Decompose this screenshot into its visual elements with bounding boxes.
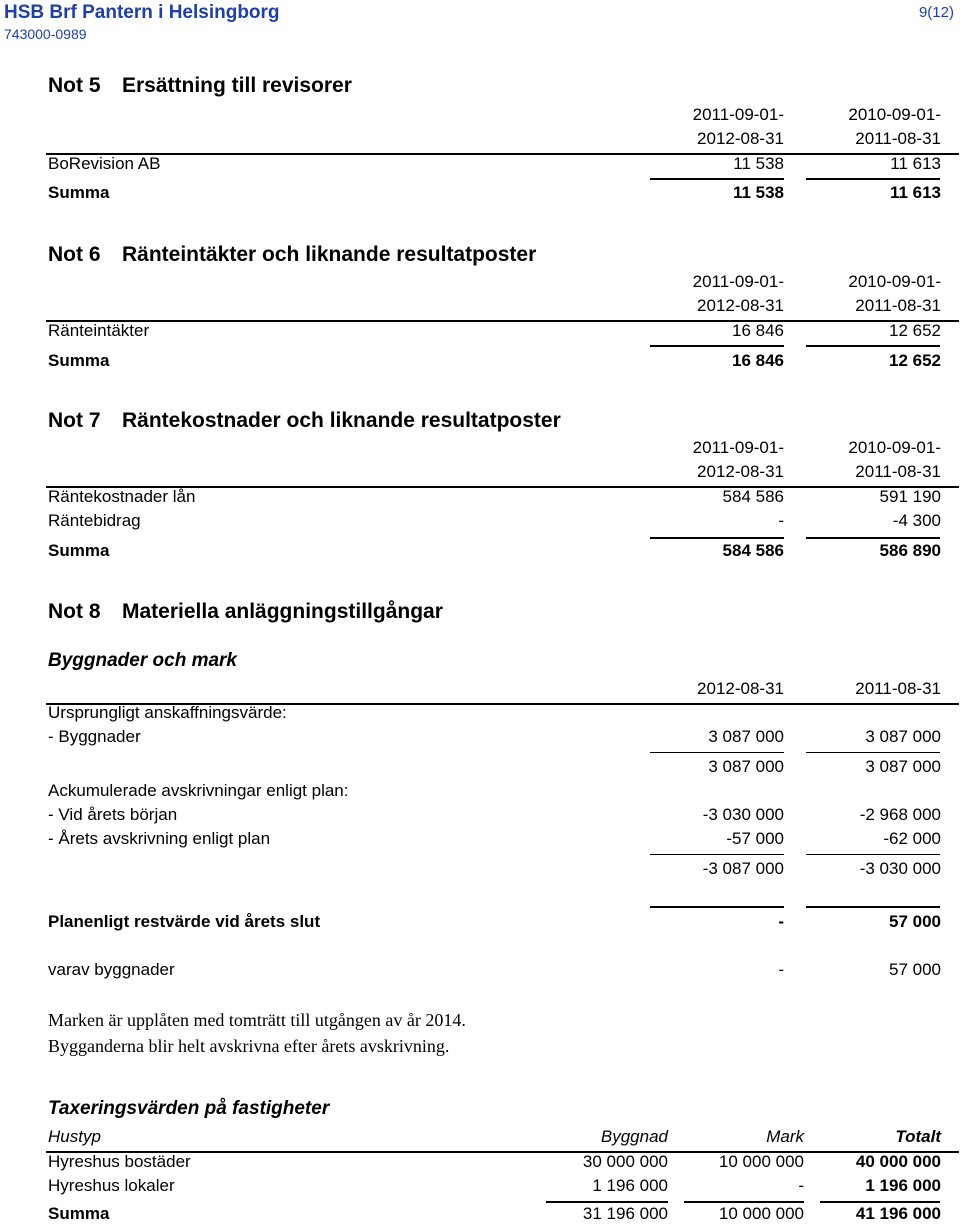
acquisition-row-label: - Byggnader [48, 727, 141, 746]
of-which-buildings-label: varav byggnader [48, 960, 175, 979]
remark-land-lease: Marken är upplåten med tomträtt till utgången av år 2014. [48, 1010, 466, 1030]
tax-sum-land: 10 000 000 [718, 1204, 804, 1223]
tax-row-land: - [798, 1176, 804, 1195]
acquisition-total-value-1: 3 087 000 [708, 757, 784, 776]
depreciation-row-label: - Vid årets början [48, 805, 178, 824]
depreciation-row-label: - Årets avskrivning enligt plan [48, 829, 271, 848]
depreciation-row-value-1: -57 000 [726, 829, 784, 848]
tax-header-land: Mark [766, 1127, 804, 1146]
note-7-sum-label: Summa [48, 541, 110, 560]
tax-row-type: Hyreshus lokaler [48, 1176, 175, 1195]
note-5-sum-rule-2 [806, 178, 940, 180]
note-7-row-value-2: -4 300 [892, 511, 941, 530]
note-5-title: Ersättning till revisorer [122, 74, 352, 97]
note-5-number: Not 5 [48, 74, 101, 97]
note-6-sum-rule-1 [650, 345, 784, 347]
tax-row-type: Hyreshus bostäder [48, 1152, 191, 1171]
document-title: HSB Brf Pantern i Helsingborg [4, 2, 280, 23]
note-6-sum-value-1: 16 846 [732, 351, 784, 370]
acquisition-total-value-2: 3 087 000 [865, 757, 941, 776]
note-6-col1-line2: 2012-08-31 [697, 296, 784, 315]
tax-sum-building: 31 196 000 [582, 1204, 668, 1223]
note-5-sum-value-2: 11 613 [889, 183, 941, 202]
note-7-title: Räntekostnader och liknande resultatposter [122, 409, 561, 432]
tax-sum-rule-2 [684, 1201, 804, 1203]
note-8-col2-header: 2011-08-31 [855, 679, 941, 698]
tax-row-total: 1 196 000 [865, 1176, 941, 1195]
note-6-col2-line1: 2010-09-01- [848, 272, 941, 291]
note-6-header-rule [46, 320, 959, 322]
note-7-sum-value-2: 586 890 [879, 541, 941, 560]
note-5-col2-line1: 2010-09-01- [848, 105, 941, 124]
page-number: 9(12) [918, 4, 954, 21]
note-5-row-value-1: 11 538 [733, 154, 784, 173]
residual-value-2: 57 000 [889, 912, 941, 931]
tax-values-title: Taxeringsvärden på fastigheter [48, 1098, 330, 1119]
note-5-sum-label: Summa [48, 183, 110, 202]
organisation-number: 743000-0989 [4, 26, 87, 42]
note-8-col1-header: 2012-08-31 [697, 679, 784, 698]
note-5-heading [48, 74, 352, 98]
note-8-title: Materiella anläggningstillgångar [122, 600, 443, 623]
note-6-sum-rule-2 [806, 345, 940, 347]
note-5-col2-line2: 2011-08-31 [855, 129, 941, 148]
note-7-row-label: Räntekostnader lån [48, 487, 196, 506]
note-6-heading [48, 243, 536, 267]
note-5-col1-line2: 2012-08-31 [697, 129, 784, 148]
remark-depreciation: Bygganderna blir helt avskrivna efter årets avskrivning. [48, 1036, 450, 1056]
of-which-buildings-value-1: - [778, 960, 784, 979]
note-6-row-value-2: 12 652 [889, 321, 941, 340]
acquisition-row-value-2: 3 087 000 [865, 727, 941, 746]
note-7-col1-line2: 2012-08-31 [697, 462, 784, 481]
note-6-row-value-1: 16 846 [732, 321, 784, 340]
note-7-row-value-1: - [778, 511, 784, 530]
note-5-col1-line1: 2011-09-01- [692, 105, 784, 124]
residual-rule-1 [650, 906, 784, 908]
note-7-row-value-1: 584 586 [722, 487, 784, 506]
note-7-row-label: Räntebidrag [48, 511, 141, 530]
note-6-col1-line1: 2011-09-01- [692, 272, 784, 291]
note-5-row-value-2: 11 613 [890, 154, 941, 173]
tax-sum-total: 41 196 000 [855, 1204, 941, 1223]
depreciation-row-value-2: -2 968 000 [859, 805, 941, 824]
note-6-sum-label: Summa [48, 351, 110, 370]
depreciation-total-value-2: -3 030 000 [859, 859, 941, 878]
note-6-title: Ränteintäkter och liknande resultatposter [122, 243, 537, 266]
note-7-sum-rule-1 [650, 537, 784, 539]
note-8-subtitle: Byggnader och mark [48, 650, 237, 671]
tax-sum-rule-1 [546, 1201, 668, 1203]
note-8-heading [48, 600, 443, 624]
residual-value-1: - [778, 912, 784, 931]
tax-sum-label: Summa [48, 1204, 110, 1223]
note-7-sum-value-1: 584 586 [722, 541, 784, 560]
tax-sum-rule-3 [820, 1201, 940, 1203]
note-7-col2-line1: 2010-09-01- [848, 438, 941, 457]
tax-header-building: Byggnad [600, 1127, 668, 1146]
note-7-number: Not 7 [48, 409, 101, 432]
note-6-row-label: Ränteintäkter [48, 321, 150, 340]
tax-row-building: 1 196 000 [592, 1176, 668, 1195]
note-5-header-rule [46, 153, 959, 155]
note-6-col2-line2: 2011-08-31 [855, 296, 941, 315]
depreciation-row-value-2: -62 000 [883, 829, 941, 848]
tax-row-land: 10 000 000 [718, 1152, 804, 1171]
note-7-heading [48, 409, 561, 433]
note-7-sum-rule-2 [806, 537, 940, 539]
acquisition-heading: Ursprungligt anskaffningsvärde: [48, 703, 287, 722]
note-5-sum-rule-1 [650, 178, 784, 180]
depreciation-total-value-1: -3 087 000 [702, 859, 784, 878]
depreciation-total-rule-1 [650, 854, 784, 855]
tax-header-total: Totalt [895, 1127, 941, 1146]
acquisition-total-rule-2 [806, 752, 940, 753]
tax-row-total: 40 000 000 [855, 1152, 941, 1171]
note-8-number: Not 8 [48, 600, 101, 623]
note-7-col2-line2: 2011-08-31 [855, 462, 941, 481]
tax-header-type: Hustyp [48, 1127, 101, 1146]
acquisition-total-rule-1 [650, 752, 784, 753]
depreciation-total-rule-2 [806, 854, 940, 855]
note-7-row-value-2: 591 190 [879, 487, 941, 506]
of-which-buildings-value-2: 57 000 [889, 960, 941, 979]
residual-value-label: Planenligt restvärde vid årets slut [48, 912, 321, 931]
note-5-sum-value-1: 11 538 [732, 183, 784, 202]
depreciation-row-value-1: -3 030 000 [702, 805, 784, 824]
note-7-col1-line1: 2011-09-01- [692, 438, 784, 457]
acquisition-row-value-1: 3 087 000 [708, 727, 784, 746]
note-5-row-label: BoRevision AB [48, 154, 161, 173]
residual-rule-2 [806, 906, 940, 908]
note-6-number: Not 6 [48, 243, 101, 266]
tax-row-building: 30 000 000 [582, 1152, 668, 1171]
note-6-sum-value-2: 12 652 [889, 351, 941, 370]
depreciation-heading: Ackumulerade avskrivningar enligt plan: [48, 781, 349, 800]
